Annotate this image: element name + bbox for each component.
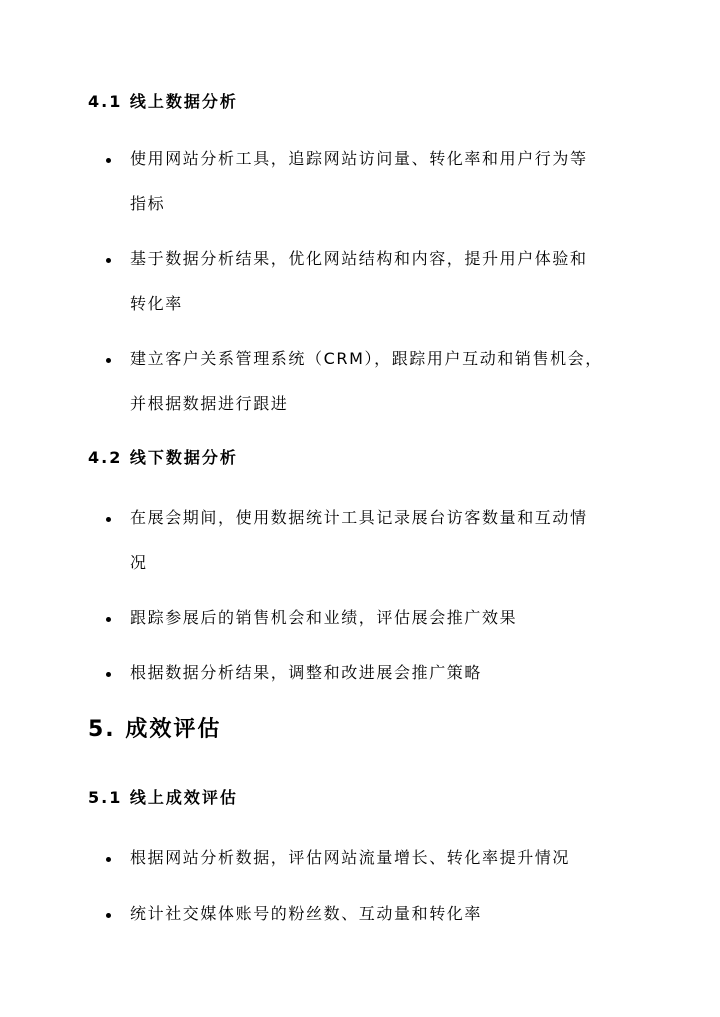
heading-4-1: 4.1 线上数据分析: [88, 92, 238, 111]
list-item-text: 根据数据分析结果，调整和改进展会推广策略: [130, 663, 483, 682]
list-item-text-continued: 况: [130, 553, 148, 572]
list-item-text: 使用网站分析工具，追踪网站访问量、转化率和用户行为等: [130, 149, 588, 168]
bullet-icon: [106, 158, 111, 163]
list-item-text-continued: 转化率: [130, 294, 183, 313]
list-item-text: 在展会期间，使用数据统计工具记录展台访客数量和互动情: [130, 508, 588, 527]
bullet-icon: [106, 913, 111, 918]
list-item-text: 根据网站分析数据，评估网站流量增长、转化率提升情况: [130, 848, 571, 867]
bullet-icon: [106, 258, 111, 263]
heading-5: 5. 成效评估: [88, 717, 222, 742]
list-item-text: 跟踪参展后的销售机会和业绩，评估展会推广效果: [130, 608, 518, 627]
list-item-text: 基于数据分析结果，优化网站结构和内容，提升用户体验和: [130, 249, 588, 268]
list-item-text-continued: 指标: [130, 194, 166, 213]
heading-5-1: 5.1 线上成效评估: [88, 788, 238, 807]
bullet-icon: [106, 358, 111, 363]
bullet-icon: [106, 857, 111, 862]
bullet-icon: [106, 517, 111, 522]
list-item-text-continued: 并根据数据进行跟进: [130, 394, 289, 413]
heading-4-2: 4.2 线下数据分析: [88, 448, 238, 467]
bullet-icon: [106, 617, 111, 622]
list-item-text: 统计社交媒体账号的粉丝数、互动量和转化率: [130, 904, 483, 923]
bullet-icon: [106, 672, 111, 677]
list-item-text: 建立客户关系管理系统（CRM），跟踪用户互动和销售机会，: [130, 349, 603, 368]
